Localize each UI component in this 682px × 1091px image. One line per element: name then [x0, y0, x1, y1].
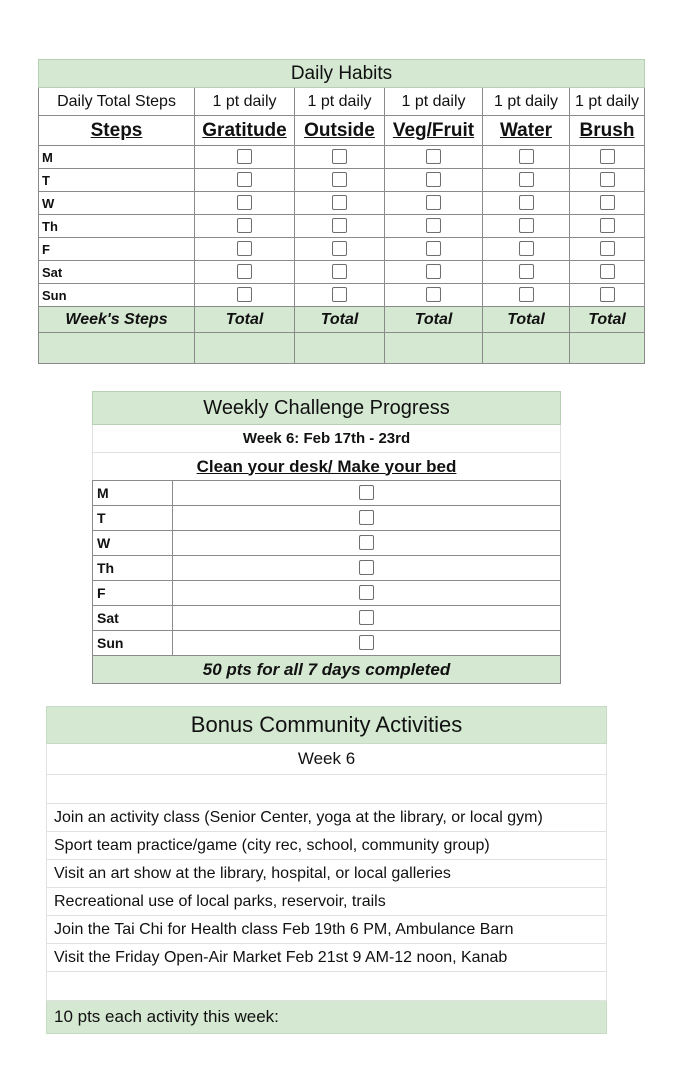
total-input-cell[interactable] [295, 333, 385, 364]
checkbox-cell [295, 192, 385, 215]
habit-day-row [39, 169, 645, 192]
steps-points-label: Daily Total Steps [39, 88, 195, 116]
activity-item[interactable]: Visit the Friday Open-Air Market Feb 21st 9 AM-12 noon, Kanab [47, 944, 607, 972]
habit-day-row [39, 261, 645, 284]
checkbox-cell [570, 284, 645, 307]
checkbox-cell [195, 261, 295, 284]
checkbox-cell [295, 215, 385, 238]
checkbox-cell [195, 284, 295, 307]
checkbox-cell [385, 261, 483, 284]
checkbox-cell [295, 284, 385, 307]
gratitude-checkbox[interactable] [237, 218, 252, 233]
challenge-checkbox[interactable] [359, 510, 374, 525]
checkbox-cell [195, 215, 295, 238]
brush-checkbox[interactable] [600, 218, 615, 233]
checkbox-cell [295, 261, 385, 284]
challenge-checkbox[interactable] [359, 535, 374, 550]
day-label: Sun [39, 284, 195, 307]
outside-checkbox[interactable] [332, 195, 347, 210]
checkbox-cell [385, 192, 483, 215]
water-checkbox[interactable] [519, 195, 534, 210]
checkbox-cell [173, 506, 561, 531]
activity-row [47, 860, 607, 888]
challenge-checkbox[interactable] [359, 485, 374, 500]
checkbox-cell [195, 169, 295, 192]
checkbox-cell [483, 192, 570, 215]
gratitude-checkbox[interactable] [237, 172, 252, 187]
daily-habits-table [38, 59, 645, 364]
checkbox-cell [173, 481, 561, 506]
outside-checkbox[interactable] [332, 241, 347, 256]
total-input-cell[interactable] [385, 333, 483, 364]
checkbox-cell [570, 215, 645, 238]
veg-fruit-checkbox[interactable] [426, 172, 441, 187]
total-label: Total [385, 307, 483, 333]
brush-checkbox[interactable] [600, 287, 615, 302]
challenge-day-row [93, 506, 561, 531]
brush-checkbox[interactable] [600, 195, 615, 210]
checkbox-cell [483, 169, 570, 192]
points-label: 1 pt daily [483, 88, 570, 116]
day-label: M [93, 481, 173, 506]
challenge-day-row [93, 556, 561, 581]
day-label: T [39, 169, 195, 192]
day-label: W [39, 192, 195, 215]
checkbox-cell [483, 238, 570, 261]
outside-checkbox[interactable] [332, 149, 347, 164]
day-label: T [93, 506, 173, 531]
checkbox-cell [570, 146, 645, 169]
brush-checkbox[interactable] [600, 264, 615, 279]
water-checkbox[interactable] [519, 287, 534, 302]
day-label: Sun [93, 631, 173, 656]
weeks-steps-label: Week's Steps [39, 307, 195, 333]
challenge-day-row [93, 631, 561, 656]
challenge-week-label: Week 6: Feb 17th - 23rd [93, 425, 561, 453]
habit-day-row [39, 215, 645, 238]
checkbox-cell [195, 238, 295, 261]
activity-row [47, 916, 607, 944]
water-checkbox[interactable] [519, 241, 534, 256]
challenge-checkbox[interactable] [359, 585, 374, 600]
points-label: 1 pt daily [195, 88, 295, 116]
water-checkbox[interactable] [519, 149, 534, 164]
daily-habits-title: Daily Habits [39, 60, 645, 88]
checkbox-cell [295, 238, 385, 261]
total-label: Total [483, 307, 570, 333]
day-label: Sat [39, 261, 195, 284]
brush-checkbox[interactable] [600, 172, 615, 187]
steps-heading: Steps [39, 116, 195, 146]
checkbox-cell [385, 215, 483, 238]
outside-checkbox[interactable] [332, 287, 347, 302]
challenge-day-row [93, 481, 561, 506]
checkbox-cell [295, 169, 385, 192]
gratitude-checkbox[interactable] [237, 195, 252, 210]
day-label: Sat [93, 606, 173, 631]
activity-item[interactable]: Visit an art show at the library, hospital, or local galleries [47, 860, 607, 888]
habit-heading-outside: Outside [295, 116, 385, 146]
checkbox-cell [483, 146, 570, 169]
veg-fruit-checkbox[interactable] [426, 241, 441, 256]
total-input-cell[interactable] [483, 333, 570, 364]
day-label: M [39, 146, 195, 169]
total-input-cell[interactable] [570, 333, 645, 364]
weekly-challenge-table [92, 391, 561, 684]
challenge-task-label: Clean your desk/ Make your bed [93, 453, 561, 481]
veg-fruit-checkbox[interactable] [426, 287, 441, 302]
gratitude-checkbox[interactable] [237, 241, 252, 256]
checkbox-cell [385, 169, 483, 192]
habit-heading-gratitude: Gratitude [195, 116, 295, 146]
outside-checkbox[interactable] [332, 218, 347, 233]
habit-day-row [39, 146, 645, 169]
habit-day-row [39, 284, 645, 307]
checkbox-cell [570, 192, 645, 215]
challenge-day-row [93, 531, 561, 556]
checkbox-cell [483, 284, 570, 307]
checkbox-cell [173, 606, 561, 631]
blank-row [47, 775, 607, 804]
water-checkbox[interactable] [519, 172, 534, 187]
brush-checkbox[interactable] [600, 241, 615, 256]
checkbox-cell [570, 261, 645, 284]
total-label: Total [570, 307, 645, 333]
activity-item[interactable]: Join an activity class (Senior Center, yoga at the library, or local gym) [47, 804, 607, 832]
activity-item[interactable]: Sport team practice/game (city rec, school, community group) [47, 832, 607, 860]
brush-checkbox[interactable] [600, 149, 615, 164]
veg-fruit-checkbox[interactable] [426, 218, 441, 233]
outside-checkbox[interactable] [332, 172, 347, 187]
blank-row [47, 972, 607, 1001]
day-label: W [93, 531, 173, 556]
checkbox-cell [173, 631, 561, 656]
day-label: F [39, 238, 195, 261]
gratitude-checkbox[interactable] [237, 287, 252, 302]
checkbox-cell [295, 146, 385, 169]
checkbox-cell [570, 238, 645, 261]
bonus-activities-table [46, 706, 607, 1034]
gratitude-checkbox[interactable] [237, 149, 252, 164]
habit-heading-veg-fruit: Veg/Fruit [385, 116, 483, 146]
weeks-steps-input-cell[interactable] [39, 333, 195, 364]
outside-checkbox[interactable] [332, 264, 347, 279]
activity-item[interactable]: Join the Tai Chi for Health class Feb 19th 6 PM, Ambulance Barn [47, 916, 607, 944]
checkbox-cell [483, 215, 570, 238]
gratitude-checkbox[interactable] [237, 264, 252, 279]
points-label: 1 pt daily [295, 88, 385, 116]
activity-row [47, 804, 607, 832]
challenge-day-row [93, 606, 561, 631]
day-label: Th [93, 556, 173, 581]
water-checkbox[interactable] [519, 264, 534, 279]
checkbox-cell [173, 581, 561, 606]
challenge-points-footer: 50 pts for all 7 days completed [93, 656, 561, 684]
weekly-challenge-title: Weekly Challenge Progress [93, 392, 561, 425]
checkbox-cell [195, 146, 295, 169]
bonus-week-label: Week 6 [47, 744, 607, 775]
checkbox-cell [385, 284, 483, 307]
challenge-day-row [93, 581, 561, 606]
veg-fruit-checkbox[interactable] [426, 149, 441, 164]
activity-row [47, 832, 607, 860]
habit-heading-brush: Brush [570, 116, 645, 146]
checkbox-cell [385, 238, 483, 261]
bonus-title: Bonus Community Activities [47, 707, 607, 744]
activity-row [47, 888, 607, 916]
veg-fruit-checkbox[interactable] [426, 264, 441, 279]
checkbox-cell [385, 146, 483, 169]
veg-fruit-checkbox[interactable] [426, 195, 441, 210]
checkbox-cell [483, 261, 570, 284]
checkbox-cell [195, 192, 295, 215]
total-label: Total [295, 307, 385, 333]
challenge-checkbox[interactable] [359, 635, 374, 650]
total-input-cell[interactable] [195, 333, 295, 364]
checkbox-cell [570, 169, 645, 192]
points-label: 1 pt daily [570, 88, 645, 116]
water-checkbox[interactable] [519, 218, 534, 233]
day-label: Th [39, 215, 195, 238]
habit-day-row [39, 192, 645, 215]
total-label: Total [195, 307, 295, 333]
activity-row [47, 944, 607, 972]
day-label: F [93, 581, 173, 606]
activity-item[interactable]: Recreational use of local parks, reservoir, trails [47, 888, 607, 916]
checkbox-cell [173, 556, 561, 581]
bonus-points-footer: 10 pts each activity this week: [47, 1001, 607, 1034]
challenge-checkbox[interactable] [359, 610, 374, 625]
habit-day-row [39, 238, 645, 261]
habit-heading-water: Water [483, 116, 570, 146]
checkbox-cell [173, 531, 561, 556]
points-label: 1 pt daily [385, 88, 483, 116]
challenge-checkbox[interactable] [359, 560, 374, 575]
